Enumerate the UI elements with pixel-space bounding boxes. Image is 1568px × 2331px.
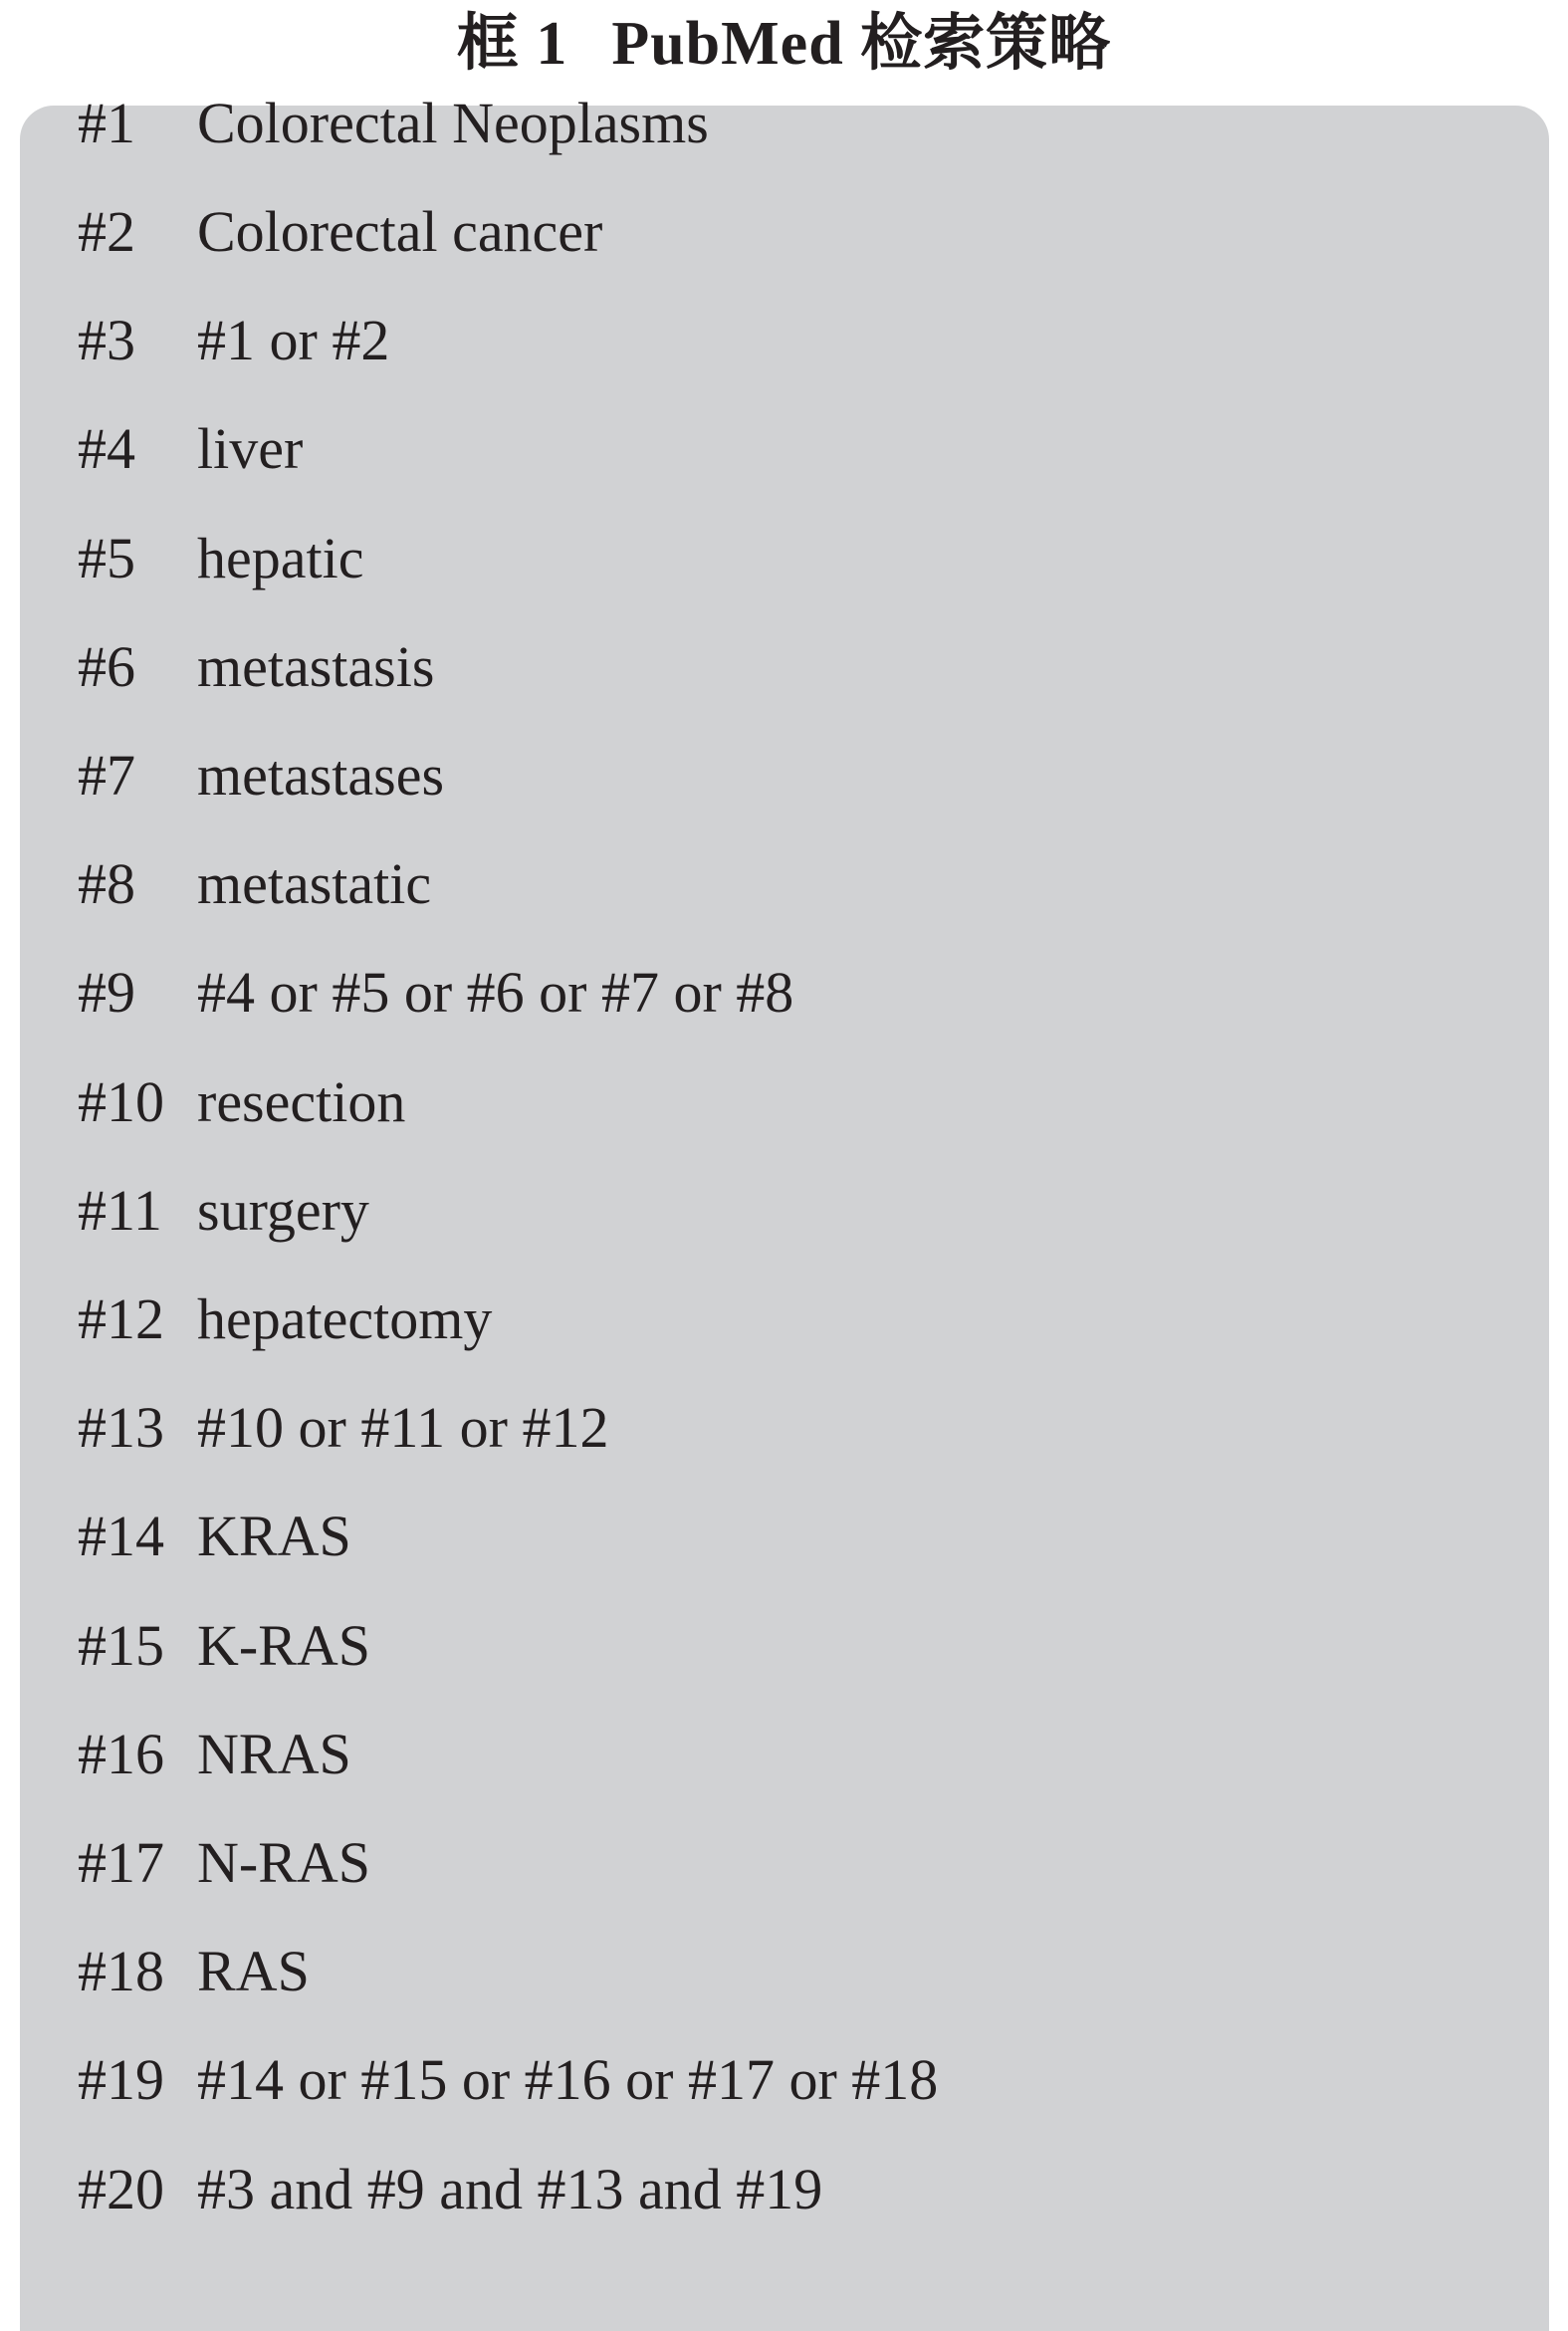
search-term: liver [197,416,304,481]
step-number: #16 [78,1722,164,1786]
step-number: #6 [78,634,135,699]
search-term: Colorectal Neoplasms [197,91,709,155]
step-number: #12 [78,1286,164,1351]
search-term: #10 or #11 or #12 [197,1395,609,1460]
search-term: metastases [197,743,445,808]
step-number: #5 [78,526,135,590]
search-term: #14 or #15 or #16 or #17 or #18 [197,2047,939,2112]
step-number: #20 [78,2157,164,2221]
step-number: #19 [78,2047,164,2112]
search-term: #3 and #9 and #13 and #19 [197,2157,823,2221]
search-term: Colorectal cancer [197,199,603,264]
step-number: #9 [78,960,135,1025]
box-title [0,0,1568,78]
step-number: #3 [78,308,135,372]
box-title-text: PubMed 检索策略 [611,10,1112,78]
search-term: NRAS [197,1722,351,1786]
step-number: #13 [78,1395,164,1460]
step-number: #10 [78,1069,164,1134]
step-number: #11 [78,1178,162,1243]
search-term: #4 or #5 or #6 or #7 or #8 [197,960,794,1025]
box-label: 框 1 [456,10,568,78]
step-number: #18 [78,1939,164,2003]
search-term: surgery [197,1178,369,1243]
search-term: #1 or #2 [197,308,390,372]
search-term: KRAS [197,1504,351,1568]
search-term: K-RAS [197,1613,371,1678]
search-term: N-RAS [197,1830,371,1895]
step-number: #4 [78,416,135,481]
step-number: #7 [78,743,135,808]
search-term: resection [197,1069,406,1134]
search-strategy-panel [20,91,1549,2331]
search-term: hepatectomy [197,1286,493,1351]
step-number: #8 [78,851,135,916]
step-number: #14 [78,1504,164,1568]
search-term: hepatic [197,526,364,590]
search-term: RAS [197,1939,310,2003]
step-number: #17 [78,1830,164,1895]
step-number: #15 [78,1613,164,1678]
search-term: metastatic [197,851,432,916]
step-number: #2 [78,199,135,264]
step-number: #1 [78,91,135,155]
search-term: metastasis [197,634,435,699]
